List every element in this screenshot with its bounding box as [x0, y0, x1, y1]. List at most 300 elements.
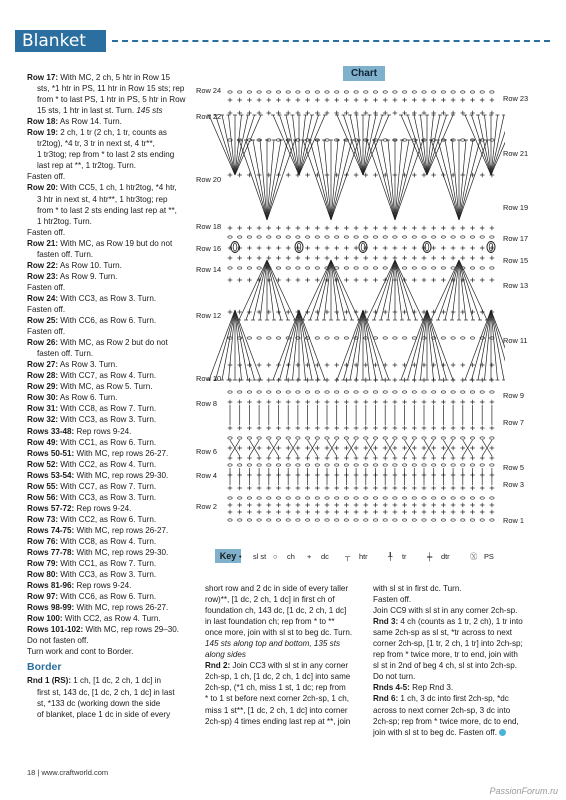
chain-stitch-mark — [238, 437, 242, 439]
chain-stitch-mark — [412, 464, 416, 466]
chain-stitch-mark — [373, 267, 377, 269]
chain-stitch-mark — [393, 236, 397, 238]
instruction-line — [27, 448, 197, 459]
instruction-line — [27, 503, 197, 514]
treble-fan-stitch — [427, 310, 453, 380]
key-item-label: PS — [484, 552, 494, 561]
chain-stitch-mark — [315, 391, 319, 393]
treble-fan-stitch — [363, 310, 389, 380]
chain-stitch-mark — [480, 91, 484, 93]
treble-fan-stitch — [209, 310, 235, 380]
instruction-text: 2ch-sp, 1 ch, [1 dc, 2 ch, 1 dc] into same — [205, 672, 351, 682]
chain-stitch-mark — [257, 519, 261, 521]
chain-stitch-mark — [461, 391, 465, 393]
chain-stitch-mark — [402, 519, 406, 521]
row-heading: Row 55: — [27, 481, 59, 491]
chain-stitch-mark — [247, 437, 251, 439]
instruction-text: tr2tog), *4 tr, 3 tr in next st, 4 tr**, — [37, 139, 155, 149]
row-heading: Row 21: — [27, 238, 59, 248]
stitch-count: along sides — [205, 650, 246, 660]
treble-fan-stitch — [299, 115, 312, 175]
instruction-text: With CC8, as Row 4. Turn. — [58, 536, 157, 546]
instruction-line — [27, 481, 197, 492]
treble-fan-stitch — [273, 310, 299, 380]
instruction-line — [27, 105, 197, 116]
chain-stitch-mark — [267, 519, 271, 521]
chain-stitch-mark — [238, 91, 242, 93]
chain-stitch-mark — [364, 267, 368, 269]
chain-stitch-mark — [364, 497, 368, 499]
row-heading: Row 80: — [27, 570, 59, 580]
instruction-text: With MC, rep rows 29-30. — [74, 548, 169, 558]
chain-stitch-mark — [257, 437, 261, 439]
row-heading: Row 76: — [27, 536, 59, 546]
instruction-line — [27, 138, 197, 149]
treble-fan-stitch — [363, 115, 376, 175]
instruction-text: across to next corner 2ch-sp, 3 dc into — [373, 705, 511, 715]
chain-stitch-mark — [335, 391, 339, 393]
chain-stitch-mark — [480, 519, 484, 521]
row-label-right: Row 19 — [503, 203, 529, 212]
instruction-line — [27, 359, 197, 370]
instruction-line — [27, 437, 197, 448]
instruction-line — [205, 616, 365, 627]
instruction-text: Rep rows 9-24. — [74, 581, 132, 591]
treble-fan-stitch — [253, 140, 267, 220]
chain-stitch-mark — [373, 236, 377, 238]
chain-stitch-mark — [373, 437, 377, 439]
instruction-line — [27, 149, 197, 160]
treble-fan-stitch — [337, 310, 363, 380]
chain-stitch-mark — [412, 497, 416, 499]
chain-stitch-mark — [461, 464, 465, 466]
chain-stitch-mark — [238, 519, 242, 521]
chain-stitch-mark — [344, 497, 348, 499]
instruction-text: in last foundation ch; rep from * to ** — [205, 617, 335, 627]
instruction-line — [27, 591, 197, 602]
treble-fan-stitch — [367, 140, 395, 220]
chain-stitch-mark — [451, 236, 455, 238]
instruction-text: As Row 6. Turn. — [58, 393, 118, 403]
instruction-line — [27, 171, 197, 182]
key-item-label: tr — [402, 552, 407, 561]
chain-stitch-mark — [490, 236, 494, 238]
instruction-line — [27, 675, 197, 686]
instruction-line — [373, 716, 543, 727]
chain-stitch-mark — [228, 236, 232, 238]
instruction-text: With MC, rep rows 26-27. — [74, 448, 169, 458]
row-label-right: Row 23 — [503, 94, 529, 103]
chain-stitch-mark — [470, 519, 474, 521]
chain-stitch-mark — [296, 236, 300, 238]
chain-stitch-mark — [373, 497, 377, 499]
puff-stitch-mark — [233, 243, 237, 251]
chain-stitch-mark — [276, 497, 280, 499]
row-label-right: Row 9 — [503, 391, 524, 400]
row-heading: Row 17: — [27, 73, 59, 82]
chain-stitch-mark — [461, 497, 465, 499]
chain-stitch-mark — [344, 391, 348, 393]
chain-stitch-mark — [354, 437, 358, 439]
chain-stitch-mark — [422, 437, 426, 439]
chain-stitch-mark — [364, 464, 368, 466]
chain-stitch-mark — [257, 337, 261, 339]
treble-fan-stitch — [401, 310, 427, 380]
chain-stitch-mark — [383, 91, 387, 93]
row-heading: Row 31: — [27, 404, 59, 414]
treble-fan-stitch — [350, 115, 363, 175]
chain-stitch-mark — [354, 497, 358, 499]
instruction-text: row)**, [1 dc, 2 ch, 1 dc] in first ch of — [205, 595, 335, 605]
instruction-line — [27, 127, 197, 138]
chain-stitch-mark — [354, 267, 358, 269]
chain-stitch-mark — [393, 497, 397, 499]
chain-stitch-mark — [315, 267, 319, 269]
instruction-text: * to 1 st before next corner 2ch-sp, 1 ch, — [205, 694, 349, 704]
chain-stitch-mark — [441, 464, 445, 466]
chain-stitch-mark — [228, 91, 232, 93]
title-divider — [112, 40, 550, 42]
chain-stitch-mark — [451, 519, 455, 521]
instruction-text: with sl st in first dc. Turn. — [373, 584, 462, 593]
instruction-line — [205, 693, 365, 704]
chain-stitch-mark — [354, 464, 358, 466]
chart-label: Chart — [343, 66, 385, 81]
chain-stitch-mark — [305, 391, 309, 393]
chain-stitch-mark — [247, 497, 251, 499]
instruction-line — [27, 348, 197, 359]
instruction-text: 4 ch (counts as 1 tr, 2 ch), 1 tr into — [398, 617, 523, 627]
chain-stitch-mark — [238, 267, 242, 269]
row-label-left: Row 24 — [196, 86, 222, 95]
chain-stitch-mark — [480, 391, 484, 393]
chain-stitch-mark — [305, 236, 309, 238]
treble-fan-stitch — [235, 310, 261, 380]
instruction-line — [373, 583, 543, 594]
key-symbol-icon: ╀ — [388, 552, 393, 561]
instruction-line — [27, 392, 197, 403]
chain-stitch-mark — [422, 236, 426, 238]
instruction-text: 15 sts, 1 htr in last st. Turn. — [37, 106, 137, 116]
instruction-text: As Row 14. Turn. — [58, 117, 122, 127]
chain-stitch-mark — [490, 267, 494, 269]
row-heading: Row 22: — [27, 260, 59, 270]
chain-stitch-mark — [441, 236, 445, 238]
chain-stitch-mark — [393, 464, 397, 466]
puff-stitch-mark — [425, 243, 429, 251]
instruction-text: 1 tr3tog; rep from * to last 2 sts ending — [37, 150, 175, 160]
instruction-text: 3 htr in next st, 4 htr**, 1 htr3tog; rep — [37, 194, 168, 204]
treble-fan-stitch — [303, 140, 331, 220]
row-heading: Row 32: — [27, 415, 59, 425]
instruction-text: As Row 9. Turn. — [58, 271, 118, 281]
instruction-text: first st, 143 dc, [1 dc, 2 ch, 1 dc] in last — [37, 687, 175, 697]
treble-fan-stitch — [414, 310, 427, 380]
instruction-text: fasten off. Turn. — [37, 349, 94, 359]
chain-stitch-mark — [393, 337, 397, 339]
instruction-text: With CC3, as Row 3. Turn. — [58, 492, 157, 502]
instruction-line — [205, 671, 365, 682]
chain-stitch-mark — [267, 391, 271, 393]
chain-stitch-mark — [238, 236, 242, 238]
instruction-text: With CC3, as Row 3. Turn. — [58, 570, 157, 580]
instruction-text: once more, join with sl st to beg dc. Turn. — [205, 628, 353, 638]
section-heading: Border — [27, 661, 62, 674]
treble-fan-stitch — [286, 115, 299, 175]
chain-stitch-mark — [267, 236, 271, 238]
instruction-line — [373, 638, 543, 649]
chain-stitch-mark — [422, 519, 426, 521]
chain-stitch-mark — [383, 391, 387, 393]
key-symbol-icon: • — [239, 552, 242, 561]
key-symbol-icon: Ⓧ — [470, 552, 478, 561]
chain-stitch-mark — [344, 91, 348, 93]
row-label-left: Row 20 — [196, 175, 222, 184]
treble-fan-stitch — [491, 115, 504, 175]
instruction-line — [373, 660, 543, 671]
chain-stitch-mark — [364, 519, 368, 521]
chain-stitch-mark — [432, 497, 436, 499]
puff-stitch-mark — [489, 243, 493, 251]
instruction-text: 2ch-sp, (*1 ch, miss 1 st, 1 dc; rep from — [205, 683, 346, 693]
treble-fan-stitch — [363, 310, 376, 380]
chain-stitch-mark — [402, 497, 406, 499]
chain-stitch-mark — [344, 464, 348, 466]
instruction-line — [27, 414, 197, 425]
chain-stitch-mark — [451, 497, 455, 499]
instruction-line — [27, 646, 197, 657]
instruction-text: last rep at **, 1 tr2tog. Turn. — [37, 161, 136, 171]
chain-stitch-mark — [461, 236, 465, 238]
instruction-line — [373, 616, 543, 627]
row-label-left: Row 4 — [196, 471, 217, 480]
instruction-text: 1 ch, 3 dc into first 2ch-sp, *dc — [398, 694, 509, 704]
instruction-line — [27, 271, 197, 282]
instruction-text: With MC, rep rows 26-27. — [74, 525, 169, 535]
chain-stitch-mark — [267, 337, 271, 339]
instruction-text: With CC5, 1 ch, 1 htr2tog, *4 htr, — [58, 183, 177, 193]
chain-stitch-mark — [315, 91, 319, 93]
instruction-line — [27, 403, 197, 414]
instruction-line — [27, 709, 197, 720]
chain-stitch-mark — [325, 497, 329, 499]
chain-stitch-mark — [228, 267, 232, 269]
row-label-left: Row 10 — [196, 374, 222, 383]
instruction-text: corner 2ch-sp, [1 tr, 2 ch, 1 tr] into 2ch-sp; — [373, 639, 523, 649]
row-heading: Row 30: — [27, 393, 59, 403]
instruction-line — [27, 315, 197, 326]
instruction-line — [373, 627, 543, 638]
chain-stitch-mark — [373, 91, 377, 93]
chain-stitch-mark — [470, 236, 474, 238]
instruction-text: Rep rows 9-24. — [74, 503, 132, 513]
chain-stitch-mark — [335, 236, 339, 238]
chain-stitch-mark — [325, 437, 329, 439]
chain-stitch-mark — [286, 391, 290, 393]
chain-stitch-mark — [412, 236, 416, 238]
treble-fan-stitch — [267, 140, 281, 220]
chain-stitch-mark — [412, 391, 416, 393]
chain-stitch-mark — [441, 497, 445, 499]
chain-stitch-mark — [276, 519, 280, 521]
instruction-text: With MC, rep rows 26-27. — [74, 603, 169, 613]
chain-stitch-mark — [228, 519, 232, 521]
instruction-text: 2ch-sp) 4 times ending last rep at **, join — [205, 716, 351, 726]
instruction-text: Rep rows 9-24. — [74, 426, 132, 436]
instruction-text: foundation ch, 143 dc, [1 dc, 2 ch, 1 dc] — [205, 606, 347, 616]
page-footer: 18 | www.craftworld.com — [27, 768, 109, 777]
instruction-line — [27, 613, 197, 624]
chain-stitch-mark — [247, 337, 251, 339]
instruction-line — [27, 194, 197, 205]
chain-stitch-mark — [257, 267, 261, 269]
row-heading: Row 28: — [27, 371, 59, 381]
treble-fan-stitch — [431, 140, 459, 220]
treble-fan-stitch — [286, 310, 299, 380]
chain-stitch-mark — [238, 497, 242, 499]
instruction-text: With CC8, as Row 7. Turn. — [58, 404, 157, 414]
chain-stitch-mark — [402, 236, 406, 238]
chain-stitch-mark — [247, 464, 251, 466]
row-heading: Row 24: — [27, 293, 59, 303]
chain-stitch-mark — [305, 519, 309, 521]
treble-fan-stitch — [459, 140, 487, 220]
key-item-label: ch — [287, 552, 295, 561]
treble-fan-stitch — [395, 260, 423, 320]
chain-stitch-mark — [305, 437, 309, 439]
instruction-line — [205, 638, 365, 649]
chain-stitch-mark — [441, 391, 445, 393]
row-heading: Row 73: — [27, 514, 59, 524]
instruction-line — [205, 716, 365, 727]
row-heading: Row 49: — [27, 437, 59, 447]
chain-stitch-mark — [451, 391, 455, 393]
row-heading: Row 19: — [27, 128, 59, 138]
chain-stitch-mark — [490, 139, 494, 141]
chain-stitch-mark — [257, 497, 261, 499]
instruction-line — [205, 594, 365, 605]
chain-stitch-mark — [393, 519, 397, 521]
instruction-text: Fasten off. — [27, 327, 66, 337]
key-symbol-icon: + — [307, 552, 312, 561]
row-heading: Rows 57-72: — [27, 503, 75, 513]
treble-fan-stitch — [239, 260, 267, 320]
key-item-label: dc — [321, 552, 329, 561]
treble-fan-stitch — [235, 310, 248, 380]
chain-stitch-mark — [383, 497, 387, 499]
chain-stitch-mark — [383, 437, 387, 439]
instruction-text: join with sl st to beg dc. Fasten off. — [373, 727, 498, 737]
row-label-right: Row 7 — [503, 418, 524, 427]
chain-stitch-mark — [432, 437, 436, 439]
chain-stitch-mark — [451, 437, 455, 439]
chain-stitch-mark — [402, 391, 406, 393]
chain-stitch-mark — [238, 391, 242, 393]
stitch-count: 145 sts along top and bottom, 135 sts — [205, 639, 340, 649]
instruction-text: With CC7, as Row 4. Turn. — [58, 371, 157, 381]
chain-stitch-mark — [451, 91, 455, 93]
chain-stitch-mark — [354, 91, 358, 93]
instruction-text: rep from * twice more, tr to end, join with — [373, 650, 518, 660]
instruction-text: 2 ch, 1 tr (2 ch, 1 tr, counts as — [58, 128, 167, 138]
chain-stitch-mark — [402, 337, 406, 339]
treble-fan-stitch — [395, 140, 409, 220]
key-symbol-icon: ╪ — [427, 552, 433, 561]
chain-stitch-mark — [325, 337, 329, 339]
instruction-text: 2ch-sp; rep from * twice more, dc to end, — [373, 716, 519, 726]
treble-fan-stitch — [459, 140, 473, 220]
instruction-line — [27, 249, 197, 260]
chain-stitch-mark — [286, 236, 290, 238]
instruction-line — [27, 624, 197, 635]
chain-stitch-mark — [383, 337, 387, 339]
chain-stitch-mark — [490, 91, 494, 93]
chain-stitch-mark — [373, 519, 377, 521]
chain-stitch-mark — [402, 91, 406, 93]
chain-stitch-mark — [451, 337, 455, 339]
chain-stitch-mark — [228, 437, 232, 439]
chain-stitch-mark — [470, 391, 474, 393]
instruction-line — [205, 627, 365, 638]
chain-stitch-mark — [422, 91, 426, 93]
chain-stitch-mark — [470, 497, 474, 499]
instruction-line — [27, 304, 197, 315]
chain-stitch-mark — [490, 437, 494, 439]
chain-stitch-mark — [344, 337, 348, 339]
row-heading: Row 97: — [27, 592, 59, 602]
chain-stitch-mark — [383, 519, 387, 521]
page-title: Blanket — [15, 30, 106, 52]
chain-stitch-mark — [344, 236, 348, 238]
instruction-line — [27, 83, 197, 94]
chain-stitch-mark — [461, 91, 465, 93]
row-heading: Rnd 1 (RS): — [27, 676, 72, 686]
instruction-text: Fasten off. — [27, 282, 66, 292]
chain-stitch-mark — [286, 91, 290, 93]
treble-fan-stitch — [235, 115, 248, 175]
treble-fan-stitch — [209, 115, 235, 175]
chain-stitch-mark — [461, 437, 465, 439]
treble-fan-stitch — [222, 310, 235, 380]
instruction-text: sl st in 2nd of beg 4 ch, sl st into 2ch-sp. — [373, 661, 517, 671]
treble-fan-stitch — [331, 140, 359, 220]
chain-stitch-mark — [364, 437, 368, 439]
instruction-text: With CC2, as Row 4. Turn. — [58, 459, 157, 469]
instruction-text: With MC, as Row 5. Turn. — [58, 382, 153, 392]
chain-stitch-mark — [373, 391, 377, 393]
instruction-text: from * to last PS, 1 htr in PS, 5 htr in Row — [37, 95, 186, 105]
instruction-text: fasten off. Turn. — [37, 249, 94, 259]
treble-fan-stitch — [491, 310, 504, 380]
row-heading: Rows 33-48: — [27, 426, 75, 436]
chain-stitch-mark — [344, 519, 348, 521]
chain-stitch-mark — [461, 519, 465, 521]
chain-stitch-mark — [470, 464, 474, 466]
chain-stitch-mark — [296, 267, 300, 269]
instruction-line — [373, 605, 543, 616]
instruction-line — [27, 205, 197, 216]
instruction-line — [27, 216, 197, 227]
chain-stitch-mark — [305, 91, 309, 93]
puff-stitch-mark — [361, 243, 365, 251]
instruction-line — [373, 705, 543, 716]
chain-stitch-mark — [305, 267, 309, 269]
chain-stitch-mark — [432, 464, 436, 466]
chain-stitch-mark — [490, 391, 494, 393]
instruction-text: Join CC9 with sl st in any corner 2ch-sp. — [373, 606, 518, 616]
chain-stitch-mark — [286, 437, 290, 439]
instruction-text: Fasten off. — [27, 227, 66, 237]
